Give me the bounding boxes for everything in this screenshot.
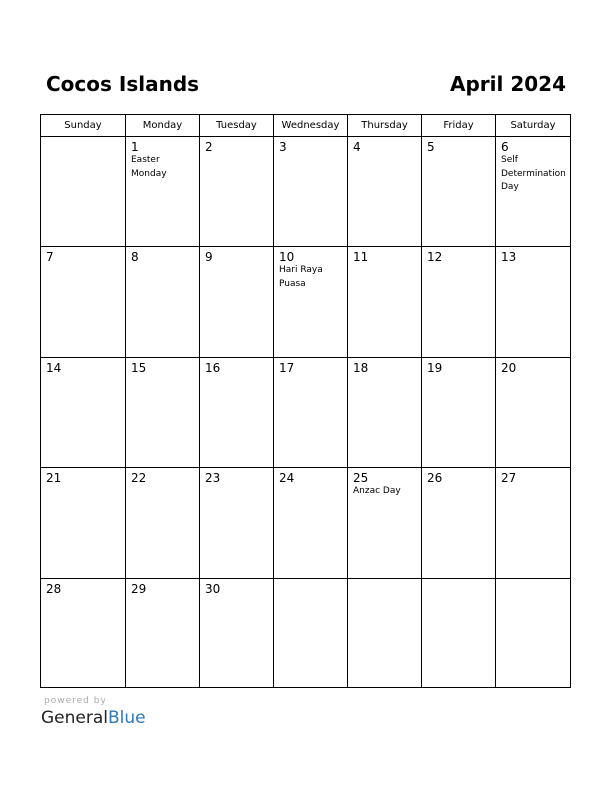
day-number: 2: [205, 140, 213, 154]
day-cell: [495, 578, 571, 688]
day-cell: [421, 136, 495, 246]
day-cell: [273, 467, 347, 577]
day-cell: [273, 357, 347, 467]
week-row: [40, 357, 571, 467]
day-number: 6: [501, 140, 509, 154]
day-cell: [495, 246, 571, 356]
day-cell: [347, 467, 421, 577]
day-number: 18: [353, 360, 369, 375]
brand-part-general: General: [41, 708, 108, 728]
weekday-header: Tuesday: [199, 114, 273, 136]
day-number: 29: [131, 581, 147, 596]
day-cell: [421, 467, 495, 577]
day-number: 15: [131, 360, 147, 375]
holiday-label: Hari Raya Puasa: [279, 265, 323, 289]
day-cell: [273, 578, 347, 688]
day-number: 26: [427, 471, 443, 486]
powered-by-label: powered by: [44, 696, 107, 706]
weekday-header-row: [40, 114, 571, 136]
day-cell: [125, 246, 199, 356]
day-cell: [273, 246, 347, 356]
weekday-header: Sunday: [40, 114, 125, 136]
day-cell: [421, 578, 495, 688]
day-number: 21: [46, 471, 62, 486]
day-cell: [40, 246, 125, 356]
day-cell: [421, 357, 495, 467]
day-cell: [199, 136, 273, 246]
day-number: 1: [131, 140, 139, 154]
day-number: 28: [46, 581, 62, 596]
week-row: [40, 467, 571, 577]
day-number: 14: [46, 360, 62, 375]
week-row: [40, 136, 571, 246]
weekday-header: Saturday: [495, 114, 571, 136]
holiday-label: Easter Monday: [131, 155, 167, 179]
holiday-label: Self Determination Day: [501, 155, 566, 192]
day-number: 22: [131, 471, 147, 486]
day-number: 30: [205, 581, 221, 596]
region-title: Cocos Islands: [46, 72, 200, 96]
day-cell: [125, 467, 199, 577]
day-cell: [40, 467, 125, 577]
brand-part-blue: Blue: [108, 708, 146, 728]
day-number: 9: [205, 250, 213, 265]
weekday-header: Monday: [125, 114, 199, 136]
week-row: [40, 578, 571, 688]
day-cell: [347, 357, 421, 467]
weekday-header: Wednesday: [273, 114, 347, 136]
day-number: 27: [501, 471, 517, 486]
day-number: 16: [205, 360, 221, 375]
day-cell: [421, 246, 495, 356]
day-cell: [125, 357, 199, 467]
day-cell: [40, 578, 125, 688]
day-number: 4: [353, 140, 361, 154]
day-cell: [199, 467, 273, 577]
generalblue-logo: [41, 707, 146, 729]
day-number: 24: [279, 471, 295, 486]
day-cell: [199, 578, 273, 688]
day-number: 12: [427, 250, 443, 265]
day-number: 20: [501, 360, 517, 375]
day-cell: [199, 246, 273, 356]
day-number: 7: [46, 250, 54, 265]
day-number: 8: [131, 250, 139, 265]
calendar-grid: [40, 114, 571, 688]
day-number: 5: [427, 140, 435, 154]
day-number: 3: [279, 140, 287, 154]
day-number: 25: [353, 471, 369, 486]
week-row: [40, 246, 571, 356]
day-cell: [40, 357, 125, 467]
day-number: 17: [279, 360, 295, 375]
day-cell: [199, 357, 273, 467]
day-number: 10: [279, 250, 295, 265]
day-number: 13: [501, 250, 517, 265]
weekday-header: Thursday: [347, 114, 421, 136]
weekday-header: Friday: [421, 114, 495, 136]
day-cell: [125, 136, 199, 246]
holiday-label: Anzac Day: [353, 486, 401, 497]
day-number: 11: [353, 250, 369, 265]
day-cell: [273, 136, 347, 246]
day-cell: [495, 467, 571, 577]
day-number: 19: [427, 360, 443, 375]
day-cell: [347, 578, 421, 688]
day-cell: [347, 246, 421, 356]
day-cell: [347, 136, 421, 246]
day-cell: [495, 136, 571, 246]
day-number: 23: [205, 471, 221, 486]
day-cell: [125, 578, 199, 688]
day-cell: [40, 136, 125, 246]
month-year-title: April 2024: [450, 72, 566, 96]
day-cell: [495, 357, 571, 467]
